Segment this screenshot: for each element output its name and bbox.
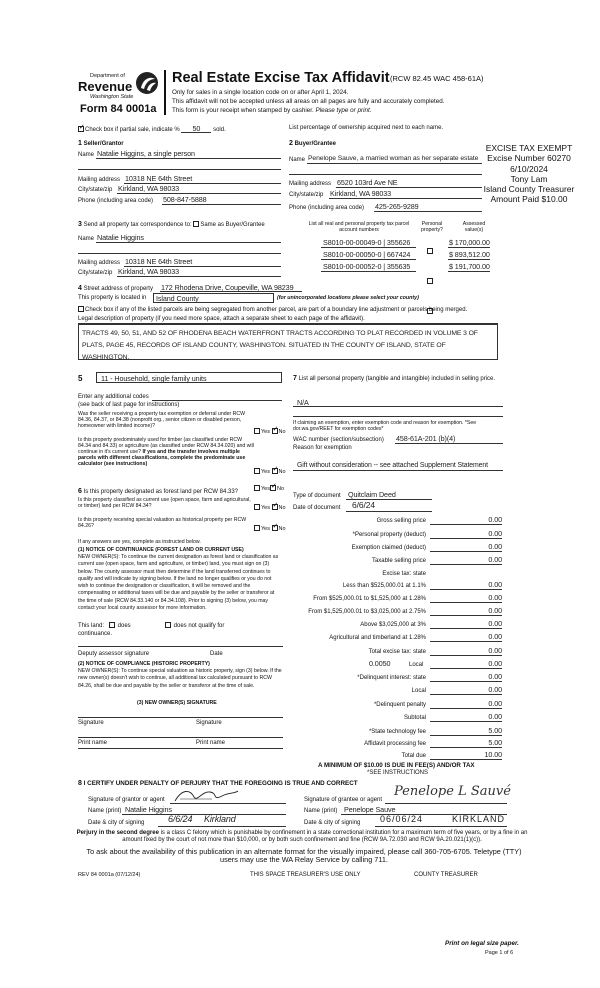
calc-row-label: Affidavit processing fee xyxy=(364,741,426,747)
personal-property-value[interactable]: N/A xyxy=(297,398,309,407)
buyer-phone-label: Phone (including area code) xyxy=(289,205,365,211)
grantor-name[interactable]: Natalie Higgins xyxy=(125,805,172,814)
legal-description: TRACTS 49, 50, 51, AND 52 OF RHODENA BEACH WATERFRONT TRACTS ACCORDING TO PLAT RECORDED IN VOLUME 3 OF PLATS, PAGE 45, RECORDS OF ISLAND COUNTY, WASHINGTON. SITUATED IN THE COUNTY OF ISLAND, STATE OF WASHINGTON. xyxy=(82,330,478,361)
calc-row-value[interactable]: 0.00 xyxy=(488,593,502,602)
parcels-header-3: Assessed value(s) xyxy=(462,221,486,233)
stamp-line2: Excise Number 60270 xyxy=(487,153,571,164)
calc-row-label: Gross selling price xyxy=(376,518,426,524)
parcels-header-1: List all real and personal property tax parcel account numbers xyxy=(308,221,410,233)
calc-row-label: *Delinquent interest: state xyxy=(357,675,426,681)
calc-row-label: From $525,000.01 to $1,525,000 at 1.28% xyxy=(313,596,426,602)
doc-date-label: Date of document xyxy=(293,505,341,511)
tax-corr-name[interactable]: Natalie Higgins xyxy=(97,233,144,242)
calc-row-value[interactable]: 5.00 xyxy=(488,738,502,747)
this-land-label: This land: xyxy=(78,623,105,629)
tax-corr-row: 3 Send all property tax correspondence to: Same as Buyer/Grantee xyxy=(78,221,265,228)
does-checkbox[interactable] xyxy=(109,622,115,628)
q2-yes-checkbox[interactable] xyxy=(254,468,260,474)
list-percentage-note: List percentage of ownership acquired next to each name. xyxy=(289,125,444,131)
buyer-name[interactable]: Penelope Sauve, a married woman as her separate estate xyxy=(308,155,479,162)
buyer-phone[interactable]: 425-265-9289 xyxy=(375,202,419,211)
personal-property-label: 7 List all personal property (tangible and intangible) included in selling price. xyxy=(293,375,496,382)
tax-corr-name-label: Name xyxy=(78,236,95,242)
doc-date-value[interactable]: 6/6/24 xyxy=(352,500,376,510)
timber-question: Is this property predominately used for timber (as classified under RCW 84.34 and 84.33) or agriculture (as classified under RCW 84.34.020) and will continue in it's current use? If yes and the transfer involves multiple parcels with different classifications, complete the predominate use calculator (see instructions) xyxy=(78,437,254,467)
stamp-line1: EXCISE TAX EXEMPT xyxy=(485,143,573,153)
parcel-value[interactable]: $ 191,700.00 xyxy=(449,262,490,271)
q4-no-checkbox[interactable] xyxy=(272,504,278,510)
q1-yes-checkbox[interactable] xyxy=(254,428,260,434)
header-divider xyxy=(164,70,166,115)
header-notice2: This affidavit will not be accepted unless all areas on all pages are fully and accurately completed. xyxy=(172,98,445,105)
parcels-header-2: Personal property? xyxy=(421,221,443,233)
q1-no-checkbox[interactable] xyxy=(272,428,278,434)
notice3-title: (3) NEW OWNER(S) SIGNATURE xyxy=(137,700,217,706)
does-option: does xyxy=(109,622,131,630)
calc-row-label: *Delinquent penalty xyxy=(373,702,426,708)
notice1-title: (1) NOTICE OF CONTINUANCE (FOREST LAND OR CURRENT USE) xyxy=(78,547,244,553)
forest-land-question: 6 Is this property designated as forest land per RCW 84.33? xyxy=(78,488,238,495)
wac-label: WAC number (section/subsection) xyxy=(293,437,384,443)
calc-row-label: Less than $525,000.01 at 1.1% xyxy=(342,583,426,589)
legal-label: Legal description of property (if you need more space, attach a separate sheet to each page of the affidavit). xyxy=(78,316,365,322)
seller-city[interactable]: Kirkland, WA 98033 xyxy=(118,184,180,193)
revision-label: REV 84 0001a (07/12/24) xyxy=(78,872,141,878)
same-as-buyer-checkbox[interactable] xyxy=(193,221,199,227)
doc-type-value[interactable]: Quitclaim Deed xyxy=(348,490,396,499)
parcel-value[interactable]: $ 893,512.00 xyxy=(449,250,490,259)
county-note: (for unincorporated locations please select your county) xyxy=(277,295,419,301)
calc-row-label: Agricultural and timberland at 1.28% xyxy=(329,635,426,641)
local-label: Local xyxy=(409,662,424,668)
q2-answers: Yes ✓ No xyxy=(254,468,286,476)
wac-value[interactable]: 458-61A-201 (b)(4) xyxy=(396,434,456,443)
exemption-instructions: If claiming an exemption, enter exemption code and reason for exemption. *See dor.wa.gov/REET for exemption codes* xyxy=(293,420,477,432)
calc-row-value[interactable]: 0.00 xyxy=(488,606,502,615)
calc-row-label: Total excise tax: state xyxy=(368,649,426,655)
stamp-line6: Amount Paid $10.00 xyxy=(490,194,568,205)
partial-sale-row: ✓Check box if partial sale, indicate % 50 sold. xyxy=(78,125,226,134)
personal-property-checkbox[interactable] xyxy=(427,248,433,254)
q2-no-checkbox[interactable] xyxy=(272,468,278,474)
segregated-checkbox[interactable] xyxy=(78,306,84,312)
local-value[interactable]: 0.00 xyxy=(488,659,502,668)
calc-row-value[interactable]: 0.00 xyxy=(488,685,502,694)
personal-property-checkbox[interactable] xyxy=(427,278,433,284)
reason-label: Reason for exemption xyxy=(293,445,352,451)
buyer-mail[interactable]: 6520 103rd Ave NE xyxy=(337,178,398,187)
seller-name-label: Name xyxy=(78,152,95,158)
dor-logo-icon xyxy=(135,70,159,96)
calc-row-label: *Personal property (deduct) xyxy=(352,532,426,538)
stamp-line5: Island County Treasurer xyxy=(483,184,575,195)
header-notice1: Only for sales in a single location code on or after April 1, 2024. xyxy=(172,89,349,96)
if-yes-note: If any answers are yes, complete as instructed below. xyxy=(78,539,201,545)
section5-number: 5 xyxy=(78,374,83,383)
calc-row-value[interactable]: 10.00 xyxy=(484,750,502,759)
grantee-date-city-label: Date & city of signing xyxy=(304,820,361,826)
calc-row-label: Excise tax: state xyxy=(382,571,426,577)
calc-row-value[interactable]: 0.00 xyxy=(488,632,502,641)
legal-paper-note: Print on legal size paper. xyxy=(445,940,519,947)
perjury-notice: Perjury in the second degree is a class C felony which is punishable by confinement in a state correctional institution for a maximum term of five years, or by a fine in an amount fixed by the court of not more than $10,000, or by both such confinement and fine (RCW 9A.72.030 and RCW 9A.20.021(1)(c)). xyxy=(76,830,528,843)
street-row: 4 Street address of property xyxy=(78,285,153,292)
grantor-date-city-label: Date & city of signing xyxy=(88,820,145,826)
tax-corr-city[interactable]: Kirkland, WA 98033 xyxy=(118,267,180,276)
local-rate[interactable]: 0.0050 xyxy=(369,659,391,668)
calc-row-label: Taxable selling price xyxy=(371,558,426,564)
calc-row-label: Local xyxy=(411,688,426,694)
notice1-body: NEW OWNER(S): To continue the current designation as forest land or classification as current use (open space, farm and agriculture, or timber) land, you must sign on (3) below. The county assessor must then determine if the land transferred continues to qualify and will indicate by signing below. If the land no longer qualifies or you do not wish to continue the designation or classification, it will be removed and the compensating or additional taxes will be due and payable by the seller or transferor at the time of sale (RCW 84.33.140 or 84.34.108). Prior to signing (3) below, you may contact your local county assessor for more information. xyxy=(78,554,279,612)
calc-row-value[interactable]: 0.00 xyxy=(488,515,502,524)
new-owner-print-2: Print name xyxy=(196,740,226,746)
county-label: This property is located in xyxy=(78,295,147,301)
grantor-city[interactable]: Kirkland xyxy=(204,814,236,824)
buyer-mail-label: Mailing address xyxy=(289,181,332,187)
q5-yes-checkbox[interactable] xyxy=(254,525,260,531)
grantee-name-label: Name (print) xyxy=(304,808,338,814)
reason-value[interactable]: Gift without consideration -- see attached Supplement Statement xyxy=(297,462,488,469)
q5-answers: Yes ✓ No xyxy=(254,525,286,533)
page-number: Page 1 of 6 xyxy=(485,950,514,956)
stamp-line4: Tony Lam xyxy=(510,173,548,184)
deputy-signature-label: Deputy assessor signature xyxy=(78,651,150,657)
calc-row-label: Above $3,025,000 at 3% xyxy=(360,622,426,628)
notice2-body: NEW OWNER(S): To continue special valuation as historic property, sign (3) below. If the new owner(s) doesn't wish to continue, all additional tax calculated pursuant to RCW 84.26, shall be due and payable by the seller or transferor at the time of sale. xyxy=(78,668,282,689)
use-code-select[interactable]: 11 - Household, single family units xyxy=(96,372,282,383)
buyer-city-label: City/state/zip xyxy=(289,192,324,198)
certify-statement: 8 I CERTIFY UNDER PENALTY OF PERJURY THAT THE FOREGOING IS TRUE AND CORRECT xyxy=(78,780,358,787)
seller-city-label: City/state/zip xyxy=(78,187,113,193)
grantor-name-label: Name (print) xyxy=(88,808,122,814)
seller-phone-label: Phone (including area code) xyxy=(78,198,154,204)
tax-corr-city-label: City/state/zip xyxy=(78,270,113,276)
tax-corr-mail-label: Mailing address xyxy=(78,260,121,266)
calc-row-value[interactable]: 0.00 xyxy=(488,712,502,721)
grantee-signature-label: Signature of grantee or agent xyxy=(304,797,383,803)
calc-row-label: From $1,525,000.01 to $3,025,000 at 2.75% xyxy=(308,609,426,615)
county-select[interactable]: Island County xyxy=(153,293,274,303)
doc-type-label: Type of document xyxy=(293,493,341,499)
q5-no-checkbox[interactable] xyxy=(272,525,278,531)
q3-no-checkbox[interactable] xyxy=(270,485,276,491)
exempt-stamp xyxy=(468,143,590,205)
grantor-signature[interactable] xyxy=(172,787,242,805)
street-address[interactable]: 172 Rhodena Drive, Coupeville, WA 98239 xyxy=(161,283,294,292)
continuance-label: continuance. xyxy=(78,631,113,637)
grantor-date[interactable]: 6/6/24 xyxy=(168,814,193,824)
header-notice3: This form is your receipt when stamped by cashier. Please type or print. xyxy=(172,107,372,114)
dept-line3: Washington State xyxy=(90,94,134,100)
buyer-name-label: Name xyxy=(289,157,306,163)
treasurer-use-label: THIS SPACE TREASURER'S USE ONLY xyxy=(250,872,361,878)
exemption-deferral-question: Was the seller receiving a property tax exemption or deferral under RCW 84.36, 84.37, or 84.38 (nonprofit org., senior citizen or disabled person, homeowner with limited income)? xyxy=(78,411,246,429)
calc-row-label: Exemption claimed (deduct) xyxy=(351,545,426,551)
current-use-question: Is this property classified as current use (open space, farm and agricultural, or timber) land per RCW 84.34? xyxy=(78,497,251,509)
seller-mail-label: Mailing address xyxy=(78,177,121,183)
q3-yes-checkbox[interactable] xyxy=(254,485,260,491)
new-owner-signature-2: Signature xyxy=(196,720,222,726)
calc-row-label: Total due xyxy=(401,753,426,759)
q3-answers: Yes✓ No xyxy=(254,485,284,493)
segregated-row: Check box if any of the listed parcels are being segregated from another parcel, are part of a boundary line adjustment or parcels being merged. xyxy=(78,306,467,314)
minimum-due-note: A MINIMUM OF $10.00 IS DUE IN FEE(S) AND/OR TAX xyxy=(318,762,475,769)
legal-description-box[interactable] xyxy=(78,324,498,360)
form-number: Form 84 0001a xyxy=(80,103,157,115)
does-not-checkbox[interactable] xyxy=(165,622,171,628)
parcel-id[interactable]: S8010-00-00049-0 | 355626 xyxy=(323,238,411,247)
dept-line2: Revenue xyxy=(78,79,133,94)
tax-corr-mail[interactable]: 10318 NE 64th Street xyxy=(125,257,193,266)
grantor-signature-label: Signature of grantor or agent xyxy=(88,797,165,803)
new-owner-print-1: Print name xyxy=(78,740,108,746)
stamp-line3: 6/10/2024 xyxy=(510,163,548,174)
dept-line1: Department of xyxy=(90,73,125,79)
grantee-name[interactable]: Penelope Sauve xyxy=(344,805,396,814)
calc-row-value[interactable]: 0.00 xyxy=(488,646,502,655)
calc-row-value[interactable]: 0.00 xyxy=(488,555,502,564)
buyer-heading: 2 Buyer/Grantee xyxy=(289,140,336,147)
county-treasurer-label: COUNTY TREASURER xyxy=(414,872,478,878)
calc-row-value[interactable]: 0.00 xyxy=(488,580,502,589)
seller-name[interactable]: Natalie Higgins, a single person xyxy=(97,149,195,158)
calc-row-value[interactable]: 0.00 xyxy=(488,619,502,628)
calc-row-label: Subtotal xyxy=(403,715,426,721)
grantee-date[interactable]: 06/06/24 xyxy=(380,814,424,824)
calc-row-value[interactable]: 5.00 xyxy=(488,726,502,735)
notice2-title: (2) NOTICE OF COMPLIANCE (HISTORIC PROPERTY) xyxy=(78,661,210,667)
q1-answers: Yes ✓ No xyxy=(254,428,286,436)
seller-heading: 1 Seller/Grantor xyxy=(78,140,124,147)
q4-answers: Yes ✓ No xyxy=(254,504,286,512)
does-not-option: does not qualify for xyxy=(165,622,224,630)
historic-question: Is this property receiving special valuation as historical property per RCW 84.26? xyxy=(78,517,247,529)
see-instructions-note: *SEE INSTRUCTIONS xyxy=(367,770,429,776)
q4-yes-checkbox[interactable] xyxy=(254,504,260,510)
alternate-format-notice: To ask about the availability of this publication in an alternate format for the visually impaired, please call 360-705-6705. Teletype (TTY) users may use the WA Relay Service by calling 711. xyxy=(86,847,522,864)
seller-mail[interactable]: 10318 NE 64th Street xyxy=(125,174,193,183)
new-owner-signature-1: Signature xyxy=(78,720,104,726)
see-back-label: (see back of last page for instructions) xyxy=(78,402,180,408)
calc-row-value[interactable]: 0.00 xyxy=(488,699,502,708)
calc-row-value[interactable]: 0.00 xyxy=(488,529,502,538)
calc-row-label: *State technology fee xyxy=(368,729,426,735)
form-title: Real Estate Excise Tax Affidavit xyxy=(172,70,390,86)
additional-codes-label: Enter any additional codes xyxy=(78,394,149,400)
partial-percent[interactable]: 50 xyxy=(181,125,211,133)
buyer-city[interactable]: Kirkland, WA 98033 xyxy=(330,189,392,198)
parcel-id[interactable]: S8010-00-00050-0 | 667424 xyxy=(323,250,411,259)
parcel-value[interactable]: $ 170,000.00 xyxy=(449,238,490,247)
partial-sale-checkbox[interactable] xyxy=(78,126,84,132)
seller-phone[interactable]: 508-847-5888 xyxy=(163,195,207,204)
calc-row-value[interactable]: 0.00 xyxy=(488,542,502,551)
grantee-signature[interactable]: Penelope L Sauvé xyxy=(394,784,511,799)
calc-row-value[interactable]: 0.00 xyxy=(488,672,502,681)
deputy-date-label: Date xyxy=(210,651,223,657)
form-title-ref: (RCW 82.45 WAC 458-61A) xyxy=(390,74,484,83)
grantee-city[interactable]: KIRKLAND xyxy=(452,814,506,824)
parcel-id[interactable]: S8010-00-00052-0 | 355635 xyxy=(323,262,411,271)
